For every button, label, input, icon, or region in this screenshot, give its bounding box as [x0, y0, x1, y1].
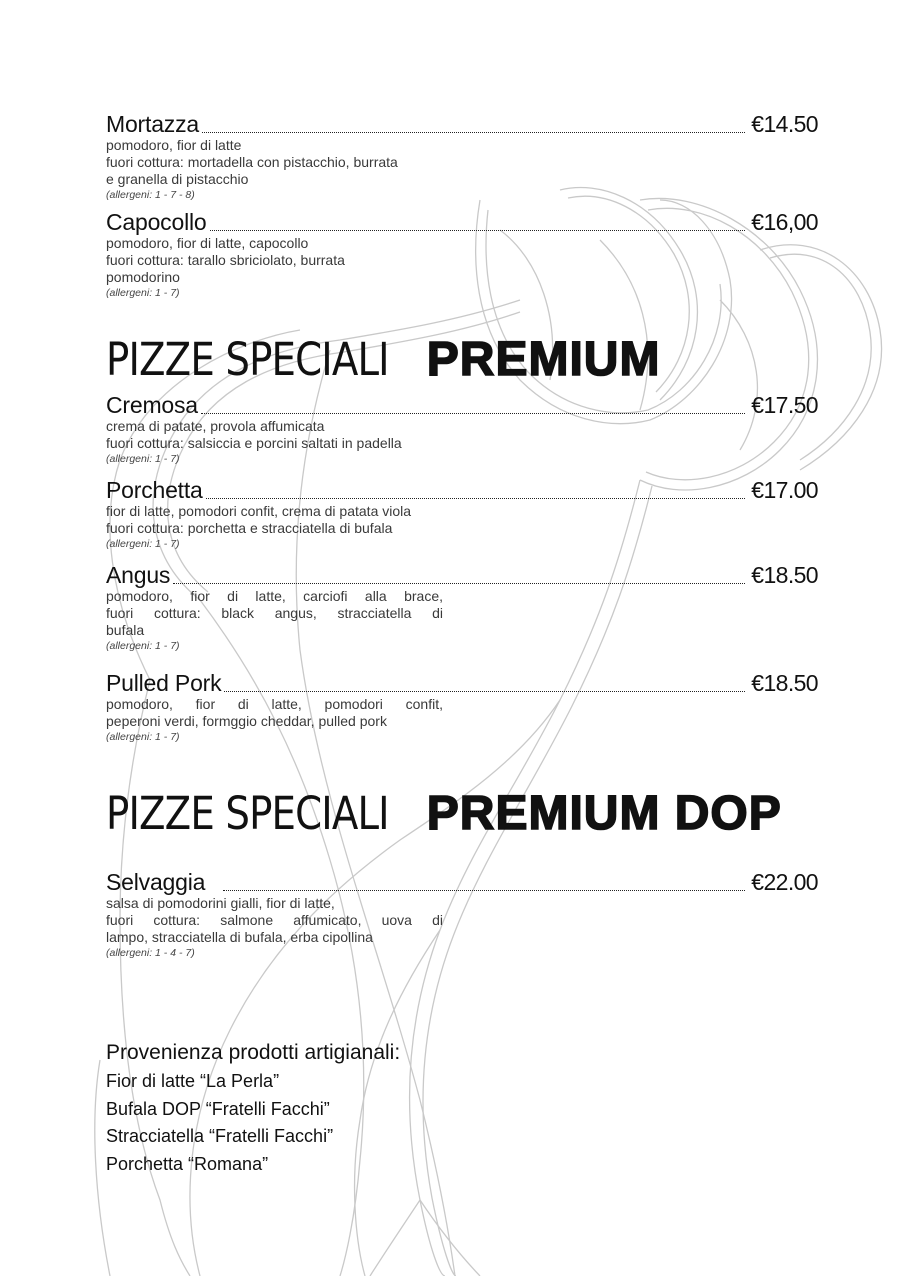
item-price: €17.50 [751, 392, 818, 418]
menu-item-selvaggia [106, 866, 818, 961]
item-allergens: (allergeni: 1 - 7) [106, 640, 180, 652]
section-title-premium-dop [106, 786, 782, 841]
section-title-bold: PREMIUM DOP [426, 787, 782, 840]
item-description [106, 696, 443, 745]
item-description [106, 588, 443, 654]
menu-item-mortazza [106, 108, 818, 203]
menu-item-cremosa [106, 389, 818, 467]
item-name: Mortazza [106, 111, 199, 137]
description-line: fuori cottura: tarallo sbriciolato, burrata [106, 252, 345, 268]
description-line: pomodorino [106, 269, 180, 285]
item-price: €18.50 [751, 670, 818, 696]
provenance-row: Porchetta “Romana” [106, 1153, 269, 1174]
item-name: Capocollo [106, 209, 207, 235]
dot-leader [202, 131, 745, 133]
item-price: €17.00 [751, 477, 818, 503]
dot-leader [173, 582, 745, 584]
description-line: e granella di pistacchio [106, 171, 249, 187]
description-line: fuori cottura: salsiccia e porcini saltati in padella [106, 435, 402, 451]
description-line: pomodoro, fior di latte, capocollo [106, 235, 309, 251]
description-line: salsa di pomodorini gialli, fior di latte, [106, 895, 335, 911]
item-name: Selvaggia [106, 869, 206, 895]
provenance-row: Stracciatella “Fratelli Facchi” [106, 1126, 334, 1146]
menu-item-capocollo [106, 206, 818, 301]
item-description [106, 137, 443, 203]
item-name: Porchetta [106, 477, 203, 503]
dot-leader [210, 229, 746, 231]
description-line: pomodoro, fior di latte, carciofi alla brace, [106, 588, 443, 604]
item-name: Cremosa [106, 392, 198, 418]
item-allergens: (allergeni: 1 - 7) [106, 453, 180, 465]
item-price: €14.50 [751, 111, 818, 137]
dot-leader [223, 889, 745, 891]
item-allergens: (allergeni: 1 - 7) [106, 731, 180, 743]
item-price: €18.50 [751, 562, 818, 588]
item-price: €22.00 [751, 869, 818, 895]
dot-leader [224, 690, 745, 692]
item-name: Pulled Pork [106, 670, 222, 696]
menu-item-angus [106, 559, 818, 654]
section-title-bold: PREMIUM [426, 333, 661, 386]
section-title-light: PIZZE SPECIALI [106, 787, 389, 840]
provenance-block [106, 1038, 400, 1178]
section-title-light: PIZZE SPECIALI [106, 333, 389, 386]
description-line: bufala [106, 622, 145, 638]
provenance-row: Fior di latte “La Perla” [106, 1071, 280, 1091]
description-line: pomodoro, fior di latte, pomodori confit, [106, 696, 443, 712]
description-line: fuori cottura: salmone affumicato, uova di [106, 912, 443, 928]
item-allergens: (allergeni: 1 - 7 - 8) [106, 189, 195, 201]
menu-item-porchetta [106, 474, 818, 552]
provenance-heading: Provenienza prodotti artigianali: [106, 1041, 401, 1064]
item-description [106, 235, 443, 301]
description-line: crema di patate, provola affumicata [106, 418, 325, 434]
item-allergens: (allergeni: 1 - 4 - 7) [106, 947, 195, 959]
description-line: fuori cottura: porchetta e stracciatella di bufala [106, 520, 393, 536]
section-title-premium [106, 332, 660, 387]
item-description [106, 895, 443, 961]
item-description [106, 503, 443, 552]
description-line: fuori cottura: black angus, stracciatella di [106, 605, 443, 621]
description-line: fior di latte, pomodori confit, crema di patata viola [106, 503, 412, 519]
description-line: lampo, stracciatella di bufala, erba cipollina [106, 929, 373, 945]
description-line: peperoni verdi, formggio cheddar, pulled pork [106, 713, 387, 729]
item-description [106, 418, 443, 467]
provenance-row: Bufala DOP “Fratelli Facchi” [106, 1098, 330, 1119]
item-allergens: (allergeni: 1 - 7) [106, 538, 180, 550]
item-price: €16,00 [751, 209, 818, 235]
dot-leader [201, 412, 745, 414]
description-line: fuori cottura: mortadella con pistacchio, burrata [106, 154, 398, 170]
menu-item-pulled-pork [106, 667, 818, 745]
item-name: Angus [106, 562, 171, 588]
description-line: pomodoro, fior di latte [106, 137, 242, 153]
dot-leader [206, 497, 746, 499]
item-allergens: (allergeni: 1 - 7) [106, 287, 180, 299]
